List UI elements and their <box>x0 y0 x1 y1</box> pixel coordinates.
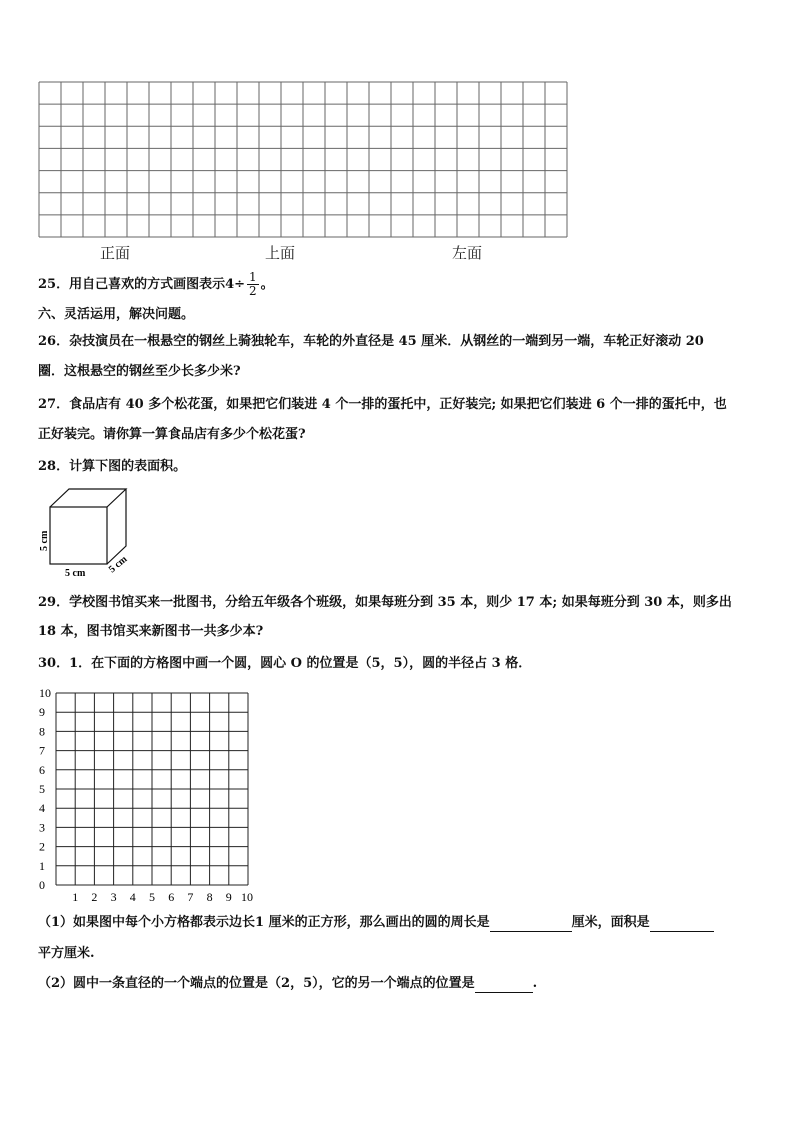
question-25-end: 。 <box>260 277 274 292</box>
question-27-line1: 27．食品店有 40 多个松花蛋，如果把它们装进 4 个一排的蛋托中，正好装完; 如果把它们装进 6 个一排的蛋托中，也 <box>38 397 727 412</box>
question-30-sub1 <box>38 914 714 932</box>
x-tick-label: 4 <box>129 890 136 902</box>
question-25-text: 25．用自己喜欢的方式画图表示4÷ <box>38 277 246 292</box>
area-blank[interactable] <box>650 917 714 932</box>
question-30-text: 30．1．在下面的方格图中画一个圆，圆心 O 的位置是（5，5），圆的半径占 3 格． <box>38 656 532 671</box>
x-tick-label: 5 <box>149 890 155 902</box>
y-tick-label: 3 <box>39 820 45 835</box>
y-tick-label: 0 <box>39 878 45 892</box>
y-tick-label: 8 <box>39 724 45 739</box>
y-tick-label: 7 <box>39 743 45 758</box>
question-30-sub1-cont: 平方厘米. <box>38 946 95 961</box>
cube-side-face <box>107 489 126 564</box>
circumference-blank[interactable] <box>490 917 572 932</box>
cube-top-face <box>50 489 126 507</box>
question-25 <box>38 271 274 298</box>
view-label-top: 上面 <box>265 244 296 262</box>
question-30-sub2 <box>38 975 537 993</box>
sub1-text-b: 厘米，面积是 <box>571 915 650 930</box>
y-tick-label: 5 <box>39 782 45 796</box>
x-tick-label: 8 <box>206 890 213 902</box>
question-29-line2: 18 本，图书馆买来新图书一共多少本? <box>38 624 264 639</box>
fraction-numerator: 1 <box>249 270 257 284</box>
fraction-denominator: 2 <box>249 284 257 298</box>
cube-label-height: 5 cm <box>39 530 50 551</box>
drawing-grid[interactable] <box>38 81 568 238</box>
question-29-line1: 29．学校图书馆买来一批图书，分给五年级各个班级，如果每班分到 35 本，则少 17 本; 如果每班分到 30 本，则多出 <box>38 595 732 610</box>
cube-label-width: 5 cm <box>65 568 86 579</box>
sub2-text-a: （2）圆中一条直径的一个端点的位置是（2，5），它的另一个端点的位置是 <box>38 976 475 991</box>
cube-label-depth: 5 cm <box>106 553 130 576</box>
view-label-left: 左面 <box>452 244 483 262</box>
sub2-text-b: . <box>532 976 538 991</box>
x-tick-label: 3 <box>110 890 117 902</box>
cube-figure <box>34 485 144 580</box>
x-tick-label: 1 <box>72 890 79 902</box>
y-tick-label: 4 <box>39 801 45 816</box>
y-tick-label: 1 <box>39 858 45 873</box>
question-27-line2: 正好装完。请你算一算食品店有多少个松花蛋? <box>38 427 306 442</box>
x-tick-label: 10 <box>241 890 253 902</box>
y-tick-label: 6 <box>39 762 45 777</box>
x-tick-label: 6 <box>168 890 175 902</box>
view-label-front: 正面 <box>100 244 131 262</box>
y-tick-label: 2 <box>39 839 45 854</box>
fraction <box>247 271 259 298</box>
coordinate-grid[interactable] <box>36 687 261 902</box>
endpoint-blank[interactable] <box>475 978 533 993</box>
y-tick-label: 10 <box>39 687 51 700</box>
x-tick-label: 9 <box>225 890 232 902</box>
x-tick-label: 2 <box>91 890 98 902</box>
sub1-text-a: （1）如果图中每个小方格都表示边长1 厘米的正方形，那么画出的圆的周长是 <box>38 915 490 930</box>
question-26-line1: 26．杂技演员在一根悬空的钢丝上骑独轮车，车轮的外直径是 45 厘米．从钢丝的一端到另一端，车轮正好滚动 20 <box>38 334 704 349</box>
y-tick-label: 9 <box>39 705 45 720</box>
cube-front-face <box>50 507 107 564</box>
section-6-heading: 六、灵活运用，解决问题。 <box>38 307 195 322</box>
x-tick-label: 7 <box>187 890 194 902</box>
question-28-text: 28．计算下图的表面积。 <box>38 459 187 474</box>
question-26-line2: 圈．这根悬空的钢丝至少长多少米? <box>38 364 241 379</box>
